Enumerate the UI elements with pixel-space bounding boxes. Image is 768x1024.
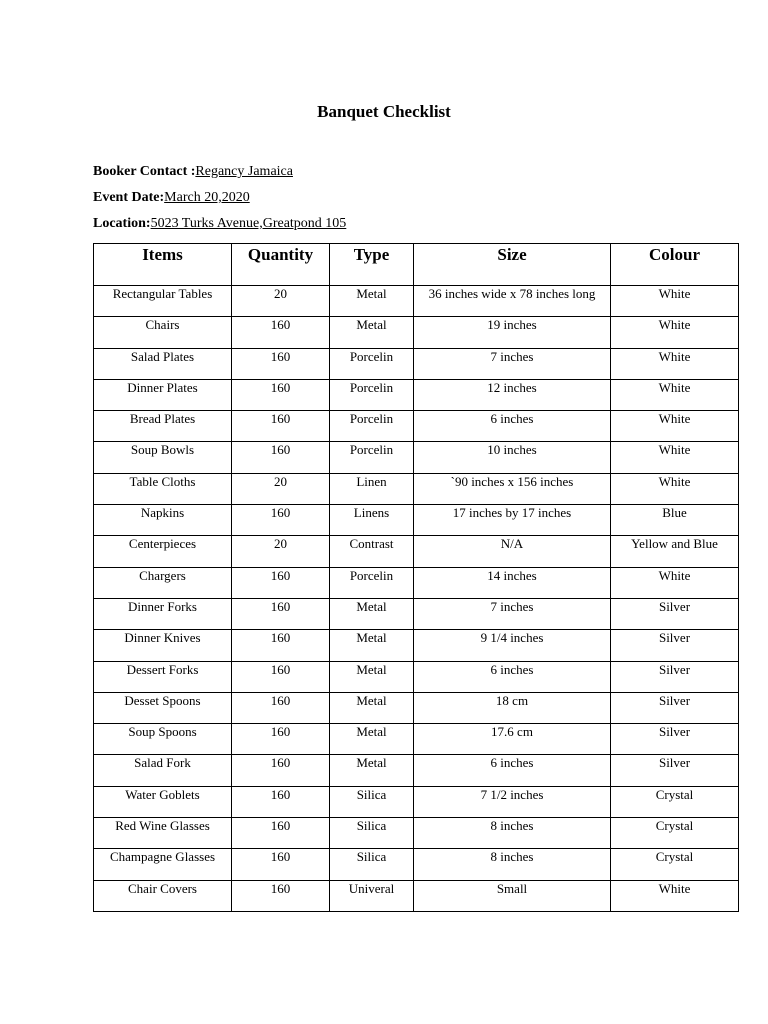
table-cell-colour: Crystal xyxy=(611,818,739,849)
table-cell-colour: White xyxy=(611,442,739,473)
table-cell-colour: Silver xyxy=(611,724,739,755)
table-cell-items: Dinner Plates xyxy=(94,379,232,410)
column-header-items: Items xyxy=(94,244,232,286)
event-date xyxy=(93,190,250,206)
table-cell-colour: Crystal xyxy=(611,786,739,817)
table-cell-type: Contrast xyxy=(330,536,414,567)
table-cell-type: Linen xyxy=(330,473,414,504)
table-row xyxy=(94,724,739,755)
table-cell-type: Silica xyxy=(330,786,414,817)
event-date-value: March 20,2020 xyxy=(164,190,250,205)
column-header-quantity: Quantity xyxy=(232,244,330,286)
table-cell-quantity: 160 xyxy=(232,786,330,817)
table-cell-colour: Blue xyxy=(611,505,739,536)
table-cell-size: 18 cm xyxy=(414,692,611,723)
table-cell-colour: Silver xyxy=(611,692,739,723)
table-body xyxy=(94,286,739,912)
table-cell-size: 8 inches xyxy=(414,818,611,849)
table-cell-quantity: 20 xyxy=(232,536,330,567)
table-cell-quantity: 160 xyxy=(232,379,330,410)
column-header-colour: Colour xyxy=(611,244,739,286)
table-cell-colour: White xyxy=(611,473,739,504)
table-cell-quantity: 160 xyxy=(232,818,330,849)
table-cell-colour: White xyxy=(611,880,739,911)
table-cell-type: Metal xyxy=(330,692,414,723)
table-cell-colour: Silver xyxy=(611,598,739,629)
table-cell-items: Rectangular Tables xyxy=(94,286,232,317)
event-date-label: Event Date: xyxy=(93,190,165,205)
table-cell-size: 17.6 cm xyxy=(414,724,611,755)
column-header-type: Type xyxy=(330,244,414,286)
table-cell-size: 19 inches xyxy=(414,317,611,348)
table-cell-quantity: 160 xyxy=(232,442,330,473)
table-cell-size: 6 inches xyxy=(414,755,611,786)
table-row xyxy=(94,348,739,379)
table-row xyxy=(94,379,739,410)
table-row xyxy=(94,536,739,567)
table-cell-colour: White xyxy=(611,411,739,442)
table-cell-type: Porcelin xyxy=(330,379,414,410)
table-cell-size: 9 1/4 inches xyxy=(414,630,611,661)
table-row xyxy=(94,567,739,598)
booker-contact-value: Regancy Jamaica xyxy=(195,164,293,179)
table-cell-type: Metal xyxy=(330,661,414,692)
location-value: 5023 Turks Avenue,Greatpond 105 xyxy=(150,216,347,231)
table-cell-items: Chair Covers xyxy=(94,880,232,911)
table-cell-items: Dinner Forks xyxy=(94,598,232,629)
table-cell-colour: White xyxy=(611,348,739,379)
table-cell-items: Centerpieces xyxy=(94,536,232,567)
table-cell-size: 14 inches xyxy=(414,567,611,598)
table-cell-colour: White xyxy=(611,379,739,410)
booker-contact xyxy=(93,164,293,180)
table-cell-quantity: 160 xyxy=(232,317,330,348)
table-cell-colour: White xyxy=(611,317,739,348)
table-row xyxy=(94,786,739,817)
table-cell-items: Dinner Knives xyxy=(94,630,232,661)
table-cell-type: Metal xyxy=(330,317,414,348)
table-cell-items: Soup Bowls xyxy=(94,442,232,473)
table-cell-items: Chairs xyxy=(94,317,232,348)
table-cell-size: 17 inches by 17 inches xyxy=(414,505,611,536)
table-cell-quantity: 160 xyxy=(232,630,330,661)
table-row xyxy=(94,598,739,629)
table-row xyxy=(94,442,739,473)
table-cell-colour: Silver xyxy=(611,661,739,692)
table-cell-type: Metal xyxy=(330,630,414,661)
table-cell-quantity: 160 xyxy=(232,411,330,442)
table-row xyxy=(94,630,739,661)
table-cell-items: Salad Plates xyxy=(94,348,232,379)
table-cell-quantity: 160 xyxy=(232,661,330,692)
table-cell-type: Silica xyxy=(330,818,414,849)
table-row xyxy=(94,473,739,504)
table-cell-size: `90 inches x 156 inches xyxy=(414,473,611,504)
table-cell-quantity: 160 xyxy=(232,598,330,629)
table-cell-type: Porcelin xyxy=(330,567,414,598)
table-cell-size: 10 inches xyxy=(414,442,611,473)
table-cell-type: Univeral xyxy=(330,880,414,911)
table-cell-items: Desset Spoons xyxy=(94,692,232,723)
table-cell-colour: Crystal xyxy=(611,849,739,880)
table-cell-colour: White xyxy=(611,286,739,317)
table-cell-quantity: 160 xyxy=(232,755,330,786)
table-cell-colour: White xyxy=(611,567,739,598)
table-cell-type: Porcelin xyxy=(330,348,414,379)
table-cell-quantity: 20 xyxy=(232,473,330,504)
table-row xyxy=(94,692,739,723)
booker-contact-label: Booker Contact : xyxy=(93,164,196,179)
table-cell-size: 6 inches xyxy=(414,661,611,692)
table-cell-size: 7 1/2 inches xyxy=(414,786,611,817)
table-row xyxy=(94,661,739,692)
page-title: Banquet Checklist xyxy=(317,102,451,121)
table-cell-items: Chargers xyxy=(94,567,232,598)
table-row xyxy=(94,411,739,442)
table-cell-quantity: 160 xyxy=(232,348,330,379)
table-cell-size: 6 inches xyxy=(414,411,611,442)
table-cell-size: 7 inches xyxy=(414,348,611,379)
table-cell-quantity: 160 xyxy=(232,692,330,723)
table-cell-items: Red Wine Glasses xyxy=(94,818,232,849)
checklist-table xyxy=(93,243,739,912)
table-cell-colour: Silver xyxy=(611,630,739,661)
table-cell-colour: Yellow and Blue xyxy=(611,536,739,567)
location-label: Location: xyxy=(93,216,151,231)
table-cell-quantity: 160 xyxy=(232,849,330,880)
table-cell-quantity: 160 xyxy=(232,880,330,911)
table-cell-type: Metal xyxy=(330,755,414,786)
table-cell-items: Dessert Forks xyxy=(94,661,232,692)
table-cell-type: Metal xyxy=(330,286,414,317)
table-row xyxy=(94,317,739,348)
table-cell-quantity: 20 xyxy=(232,286,330,317)
table-cell-items: Table Cloths xyxy=(94,473,232,504)
table-row xyxy=(94,818,739,849)
location xyxy=(93,216,346,232)
table-row xyxy=(94,880,739,911)
table-cell-size: 8 inches xyxy=(414,849,611,880)
table-row xyxy=(94,505,739,536)
table-cell-type: Porcelin xyxy=(330,442,414,473)
table-cell-type: Metal xyxy=(330,724,414,755)
table-cell-quantity: 160 xyxy=(232,505,330,536)
table-cell-quantity: 160 xyxy=(232,567,330,598)
table-row xyxy=(94,286,739,317)
table-cell-quantity: 160 xyxy=(232,724,330,755)
table-cell-type: Metal xyxy=(330,598,414,629)
table-cell-type: Silica xyxy=(330,849,414,880)
table-cell-size: 7 inches xyxy=(414,598,611,629)
table-cell-items: Soup Spoons xyxy=(94,724,232,755)
table-cell-items: Bread Plates xyxy=(94,411,232,442)
table-row xyxy=(94,755,739,786)
column-header-size: Size xyxy=(414,244,611,286)
table-cell-size: Small xyxy=(414,880,611,911)
table-cell-size: 12 inches xyxy=(414,379,611,410)
table-header-row xyxy=(94,244,739,286)
table-row xyxy=(94,849,739,880)
table-cell-type: Porcelin xyxy=(330,411,414,442)
table-cell-items: Champagne Glasses xyxy=(94,849,232,880)
table-cell-items: Salad Fork xyxy=(94,755,232,786)
table-cell-size: N/A xyxy=(414,536,611,567)
table-cell-items: Water Goblets xyxy=(94,786,232,817)
table-cell-type: Linens xyxy=(330,505,414,536)
table-cell-colour: Silver xyxy=(611,755,739,786)
table-cell-size: 36 inches wide x 78 inches long xyxy=(414,286,611,317)
table-cell-items: Napkins xyxy=(94,505,232,536)
